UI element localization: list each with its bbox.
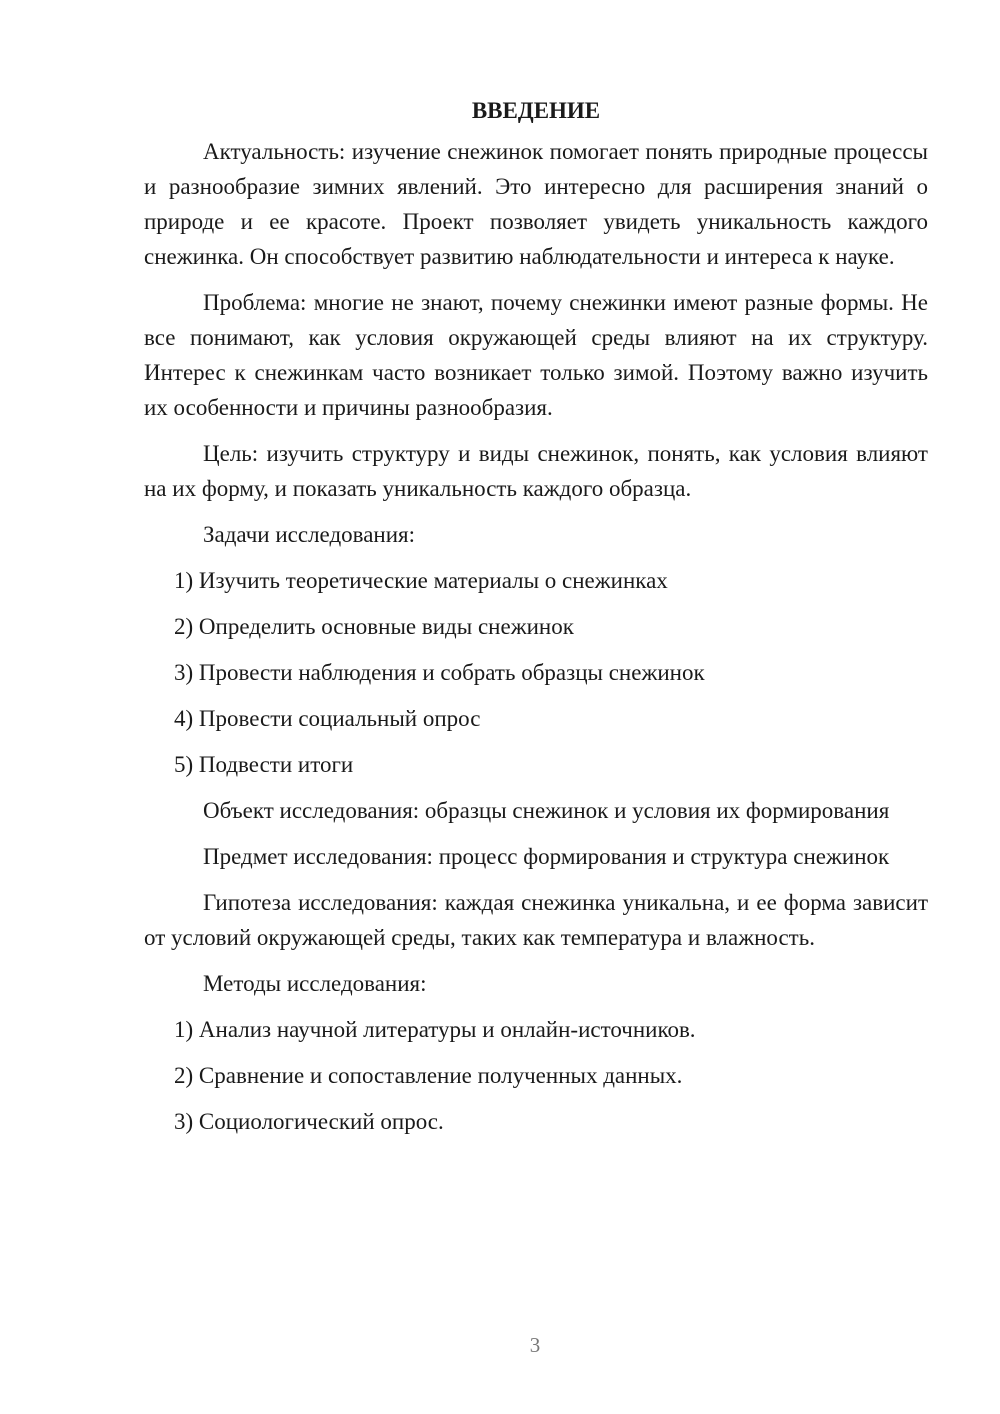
goal-paragraph: Цель: изучить структуру и виды снежинок, понять, как условия влияют на их форму, и показать уникальность каждого образца. [144,441,928,501]
method-item: 2) Сравнение и сопоставление полученных данных. [174,1063,683,1088]
task-item: 4) Провести социальный опрос [174,706,481,731]
problem-paragraph: Проблема: многие не знают, почему снежинки имеют разные формы. Не все понимают, как условия окружающей среды влияют на их структуру. Интерес к снежинкам часто возникает только зимой. Поэтому важно изучить их особенности и причины разнообразия. [144,290,928,420]
subject-paragraph: Предмет исследования: процесс формирования и структура снежинок [203,844,890,869]
tasks-label: Задачи исследования: [203,522,416,547]
task-item: 1) Изучить теоретические материалы о снежинках [174,568,668,593]
hypothesis-paragraph: Гипотеза исследования: каждая снежинка уникальна, и ее форма зависит от условий окружающей среды, таких как температура и влажность. [144,890,928,950]
methods-label: Методы исследования: [203,971,427,996]
task-item: 5) Подвести итоги [174,752,354,777]
method-item: 1) Анализ научной литературы и онлайн-источников. [174,1017,696,1042]
task-item: 3) Провести наблюдения и собрать образцы снежинок [174,660,705,685]
task-item: 2) Определить основные виды снежинок [174,614,574,639]
page-content [144,94,928,1150]
section-heading: ВВЕДЕНИЕ [471,98,601,123]
page-number: 3 [529,1333,541,1357]
actuality-paragraph: Актуальность: изучение снежинок помогает понять природные процессы и разнообразие зимних явлений. Это интересно для расширения знаний о природе и ее красоте. Проект позволяет увидеть уникальность каждого снежинка. Он способствует развитию наблюдательности и интереса к науке. [144,139,928,269]
object-paragraph: Объект исследования: образцы снежинок и условия их формирования [203,798,890,823]
method-item: 3) Социологический опрос. [174,1109,444,1134]
